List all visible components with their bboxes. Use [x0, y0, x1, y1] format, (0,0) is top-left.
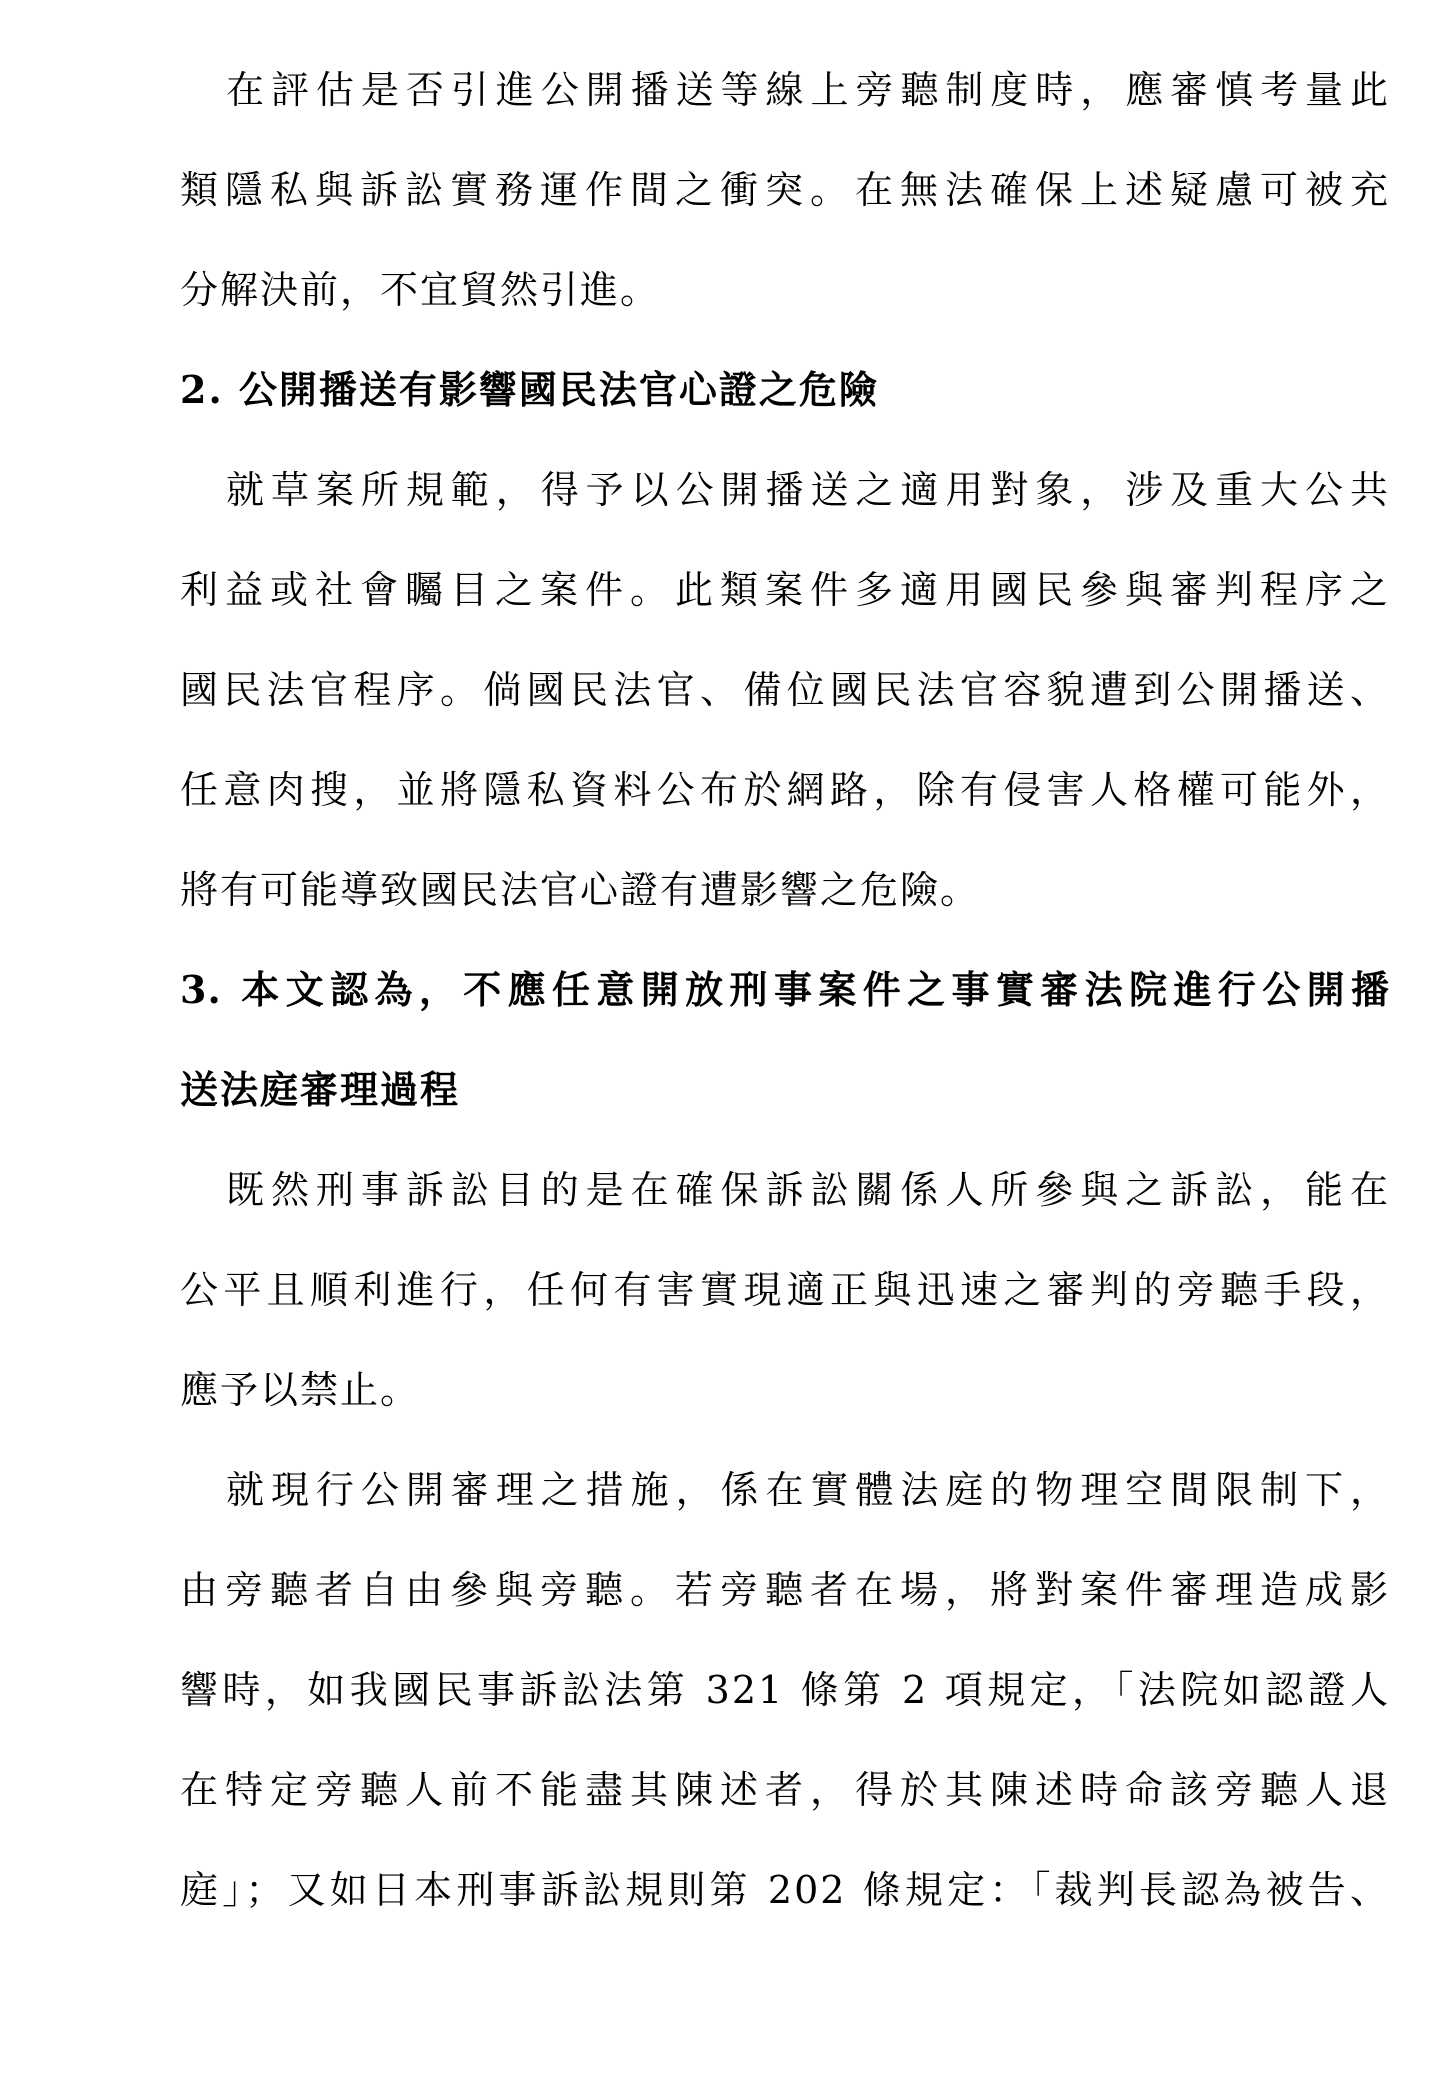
paragraph-line: 類隱私與訴訟實務運作間之衝突。在無法確保上述疑慮可被充 — [180, 168, 1390, 212]
paragraph-line: 分解決前，不宜貿然引進。 — [180, 268, 661, 312]
paragraph-line: 國民法官程序。倘國民法官、備位國民法官容貌遭到公開播送、 — [180, 668, 1390, 712]
paragraph-line: 將有可能導致國民法官心證有遭影響之危險。 — [180, 868, 981, 912]
paragraph-line: 在特定旁聽人前不能盡其陳述者，得於其陳述時命該旁聽人退 — [180, 1768, 1390, 1812]
section-heading-2: 2. 公開播送有影響國民法官心證之危險 — [180, 367, 879, 412]
paragraph-line: 利益或社會矚目之案件。此類案件多適用國民參與審判程序之 — [180, 568, 1390, 612]
paragraph-line: 應予以禁止。 — [180, 1368, 421, 1412]
section-heading-3: 3. 本文認為，不應任意開放刑事案件之事實審法院進行公開播 — [180, 967, 1390, 1012]
paragraph-line: 響時，如我國民事訴訟法第 321 條第 2 項規定，「法院如認證人 — [180, 1668, 1390, 1712]
section-heading-3-continued: 送法庭審理過程 — [180, 1067, 461, 1112]
paragraph-line: 公平且順利進行，任何有害實現適正與迅速之審判的旁聽手段， — [180, 1268, 1390, 1312]
paragraph-line: 既然刑事訴訟目的是在確保訴訟關係人所參與之訴訟，能在 — [226, 1168, 1390, 1212]
paragraph-line: 就現行公開審理之措施，係在實體法庭的物理空間限制下， — [226, 1468, 1390, 1512]
paragraph-line: 由旁聽者自由參與旁聽。若旁聽者在場，將對案件審理造成影 — [180, 1568, 1390, 1612]
paragraph-line: 在評估是否引進公開播送等線上旁聽制度時，應審慎考量此 — [226, 68, 1390, 112]
paragraph-line: 就草案所規範，得予以公開播送之適用對象，涉及重大公共 — [226, 468, 1390, 512]
paragraph-line: 任意肉搜，並將隱私資料公布於網路，除有侵害人格權可能外， — [180, 768, 1390, 812]
document-body — [180, 40, 1390, 1940]
paragraph-line: 庭」；又如日本刑事訴訟規則第 202 條規定：「裁判長認為被告、 — [180, 1868, 1390, 1912]
